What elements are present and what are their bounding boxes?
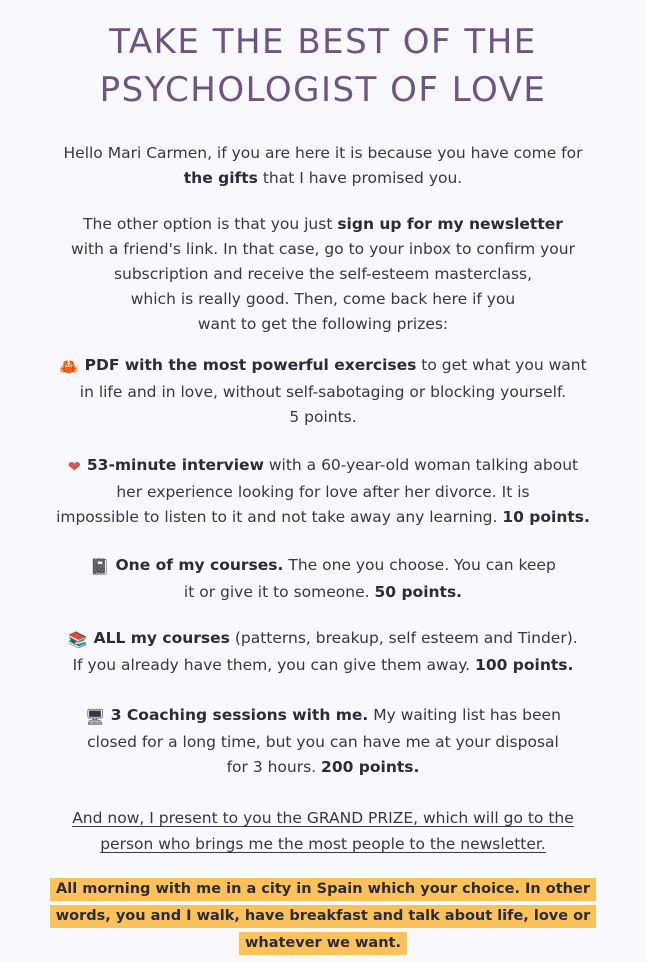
prize-pdf	[0, 353, 646, 430]
prize-coaching-line-3	[0, 755, 646, 780]
prize-interview-points: 10 points.	[502, 508, 590, 526]
title-line-2: PSYCHOLOGIST OF LOVE	[99, 70, 547, 110]
prize-pdf-line-1	[0, 353, 646, 380]
prize-one-course-line-2	[0, 580, 646, 605]
prize-pdf-line-3: 5 points.	[289, 408, 357, 426]
prize-one-course-line-1	[0, 553, 646, 580]
intro-paragraph	[0, 141, 646, 191]
prize-one-course-rest: The one you choose. You can keep	[283, 556, 556, 574]
highlight-row-3	[0, 930, 646, 957]
notebook-icon: 📓	[90, 558, 110, 576]
newsletter-bold: sign up for my newsletter	[337, 215, 563, 233]
prize-interview-line-1	[0, 453, 646, 480]
highlight-row-1	[0, 876, 646, 903]
highlight-row-2	[0, 903, 646, 930]
bandaged-heart-icon: ❤	[67, 458, 81, 476]
prize-all-courses-line-2-text: If you already have them, you can give them away.	[72, 656, 476, 674]
prize-interview-line-3	[0, 505, 646, 530]
prize-one-course-line-2-text: it or give it to someone.	[183, 583, 375, 601]
prize-interview-rest: with a 60-year-old woman talking about	[263, 456, 579, 474]
prize-one-course-points: 50 points.	[374, 583, 463, 601]
computer-icon: 🖥	[85, 708, 105, 726]
prize-interview-line-2: her experience looking for love after her divorce. It is	[116, 483, 530, 501]
prize-coaching-line-3-text: for 3 hours.	[226, 758, 322, 776]
prize-interview-line-3-text: impossible to listen to it and not take away any learning.	[56, 508, 503, 526]
intro-line-1: Hello Mari Carmen, if you are here it is because you have come for	[63, 144, 583, 162]
prize-coaching-bold: 3 Coaching sessions with me.	[110, 706, 369, 724]
prize-all-courses-line-1	[0, 626, 646, 653]
option-line-3: subscription and receive the self-esteem masterclass,	[113, 265, 533, 283]
option-line-1-text: The other option is that you just	[83, 215, 338, 233]
highlight-line-1: All morning with me in a city in Spain which your choice. In other	[50, 878, 596, 901]
option-line-2: with a friend's link. In that case, go to your inbox to confirm your	[71, 240, 575, 258]
grand-prize-line-2-text: person who brings me the most people to the newsletter.	[100, 835, 546, 853]
option-line-1	[0, 212, 646, 237]
crab-icon: 🦀	[59, 358, 79, 376]
option-line-4: which is really good. Then, come back here if you	[130, 290, 516, 308]
grand-prize-line-1	[0, 805, 646, 831]
gifts-bold: the gifts	[183, 169, 258, 187]
prize-pdf-bold: PDF with the most powerful exercises	[84, 356, 417, 374]
intro-line-2	[0, 166, 646, 191]
prize-interview-bold: 53-minute interview	[86, 456, 264, 474]
prize-all-courses-rest: (patterns, breakup, self esteem and Tinder).	[229, 629, 578, 647]
title-line-1: TAKE THE BEST OF THE	[109, 22, 537, 62]
highlight-line-3: whatever we want.	[239, 932, 407, 955]
highlight-line-2: words, you and I walk, have breakfast and talk about life, love or	[50, 905, 596, 928]
prize-all-courses	[0, 626, 646, 678]
prize-one-course-bold: One of my courses.	[115, 556, 284, 574]
intro-line-2-rest: that I have promised you.	[257, 169, 463, 187]
grand-prize-line-2	[0, 831, 646, 857]
prize-one-course	[0, 553, 646, 605]
grand-prize-intro	[0, 805, 646, 857]
prize-coaching-line-2: closed for a long time, but you can have me at your disposal	[87, 733, 559, 751]
prize-all-courses-bold: ALL my courses	[93, 629, 230, 647]
prize-pdf-rest: to get what you want	[416, 356, 587, 374]
prize-all-courses-line-2	[0, 653, 646, 678]
grand-prize-highlight	[0, 876, 646, 957]
prize-interview	[0, 453, 646, 530]
books-icon: 📚	[68, 631, 88, 649]
prize-pdf-line-2: in life and in love, without self-sabotaging or blocking yourself.	[79, 383, 567, 401]
prize-all-courses-points: 100 points.	[475, 656, 574, 674]
prize-coaching-points: 200 points.	[321, 758, 420, 776]
prize-coaching-rest: My waiting list has been	[368, 706, 561, 724]
option-line-5: want to get the following prizes:	[197, 315, 449, 333]
prize-coaching	[0, 703, 646, 780]
page-title	[0, 18, 646, 114]
option-paragraph	[0, 212, 646, 337]
prize-coaching-line-1	[0, 703, 646, 730]
grand-prize-line-1-text: And now, I present to you the GRAND PRIZE, which will go to the	[72, 809, 574, 827]
